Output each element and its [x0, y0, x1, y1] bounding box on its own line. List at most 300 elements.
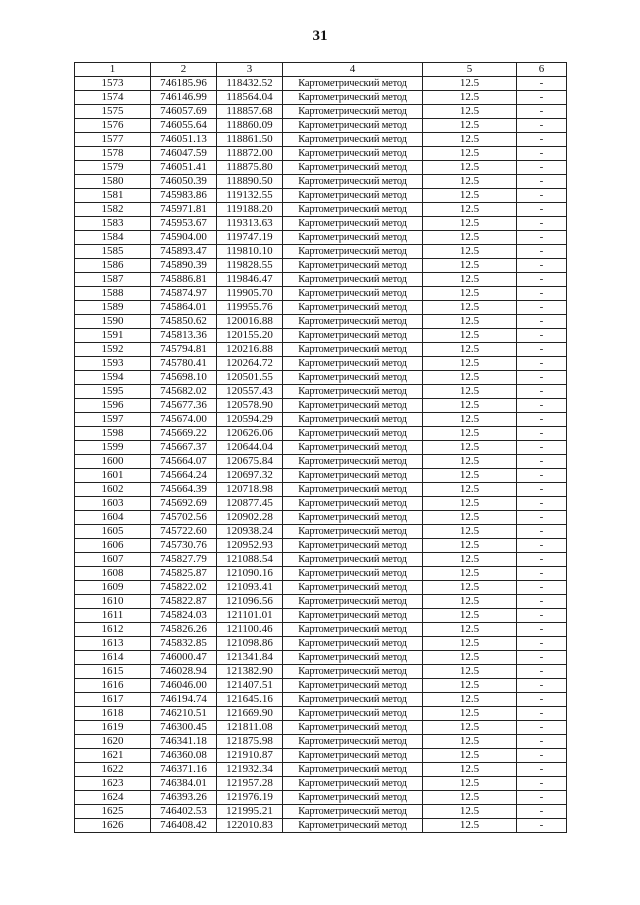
- note-cell: -: [517, 805, 567, 819]
- note-cell: -: [517, 511, 567, 525]
- accuracy-cell: 12.5: [423, 497, 517, 511]
- point-number-cell: 1581: [75, 189, 151, 203]
- accuracy-cell: 12.5: [423, 749, 517, 763]
- accuracy-cell: 12.5: [423, 287, 517, 301]
- y-coordinate-cell: 118890.50: [217, 175, 283, 189]
- y-coordinate-cell: 119313.63: [217, 217, 283, 231]
- x-coordinate-cell: 745893.47: [151, 245, 217, 259]
- table-row: [75, 693, 567, 707]
- table-row: [75, 595, 567, 609]
- note-cell: -: [517, 301, 567, 315]
- method-cell: Картометрический метод: [283, 749, 423, 763]
- method-cell: Картометрический метод: [283, 735, 423, 749]
- table-row: [75, 217, 567, 231]
- point-number-cell: 1610: [75, 595, 151, 609]
- y-coordinate-cell: 118872.00: [217, 147, 283, 161]
- table-row: [75, 581, 567, 595]
- note-cell: -: [517, 105, 567, 119]
- method-cell: Картометрический метод: [283, 819, 423, 833]
- note-cell: -: [517, 287, 567, 301]
- accuracy-cell: 12.5: [423, 273, 517, 287]
- y-coordinate-cell: 121100.46: [217, 623, 283, 637]
- method-cell: Картометрический метод: [283, 427, 423, 441]
- table-row: [75, 525, 567, 539]
- column-header-4: 4: [283, 63, 423, 77]
- note-cell: -: [517, 735, 567, 749]
- table-row: [75, 763, 567, 777]
- y-coordinate-cell: 120155.20: [217, 329, 283, 343]
- method-cell: Картометрический метод: [283, 721, 423, 735]
- point-number-cell: 1600: [75, 455, 151, 469]
- note-cell: -: [517, 581, 567, 595]
- y-coordinate-cell: 118857.68: [217, 105, 283, 119]
- x-coordinate-cell: 745832.85: [151, 637, 217, 651]
- table-row: [75, 483, 567, 497]
- x-coordinate-cell: 745850.62: [151, 315, 217, 329]
- column-header-3: 3: [217, 63, 283, 77]
- x-coordinate-cell: 746360.08: [151, 749, 217, 763]
- point-number-cell: 1583: [75, 217, 151, 231]
- method-cell: Картометрический метод: [283, 77, 423, 91]
- note-cell: -: [517, 203, 567, 217]
- y-coordinate-cell: 119188.20: [217, 203, 283, 217]
- table-row: [75, 231, 567, 245]
- table-row: [75, 805, 567, 819]
- note-cell: -: [517, 679, 567, 693]
- note-cell: -: [517, 469, 567, 483]
- method-cell: Картометрический метод: [283, 567, 423, 581]
- point-number-cell: 1582: [75, 203, 151, 217]
- x-coordinate-cell: 745780.41: [151, 357, 217, 371]
- x-coordinate-cell: 746371.16: [151, 763, 217, 777]
- table-row: [75, 399, 567, 413]
- x-coordinate-cell: 745813.36: [151, 329, 217, 343]
- x-coordinate-cell: 746384.01: [151, 777, 217, 791]
- table-row: [75, 77, 567, 91]
- y-coordinate-cell: 118564.04: [217, 91, 283, 105]
- point-number-cell: 1599: [75, 441, 151, 455]
- y-coordinate-cell: 121932.34: [217, 763, 283, 777]
- point-number-cell: 1576: [75, 119, 151, 133]
- column-header-2: 2: [151, 63, 217, 77]
- note-cell: -: [517, 273, 567, 287]
- table-row: [75, 679, 567, 693]
- method-cell: Картометрический метод: [283, 385, 423, 399]
- column-header-1: 1: [75, 63, 151, 77]
- method-cell: Картометрический метод: [283, 91, 423, 105]
- y-coordinate-cell: 121811.08: [217, 721, 283, 735]
- method-cell: Картометрический метод: [283, 301, 423, 315]
- point-number-cell: 1590: [75, 315, 151, 329]
- note-cell: -: [517, 357, 567, 371]
- table-body: [75, 77, 567, 833]
- accuracy-cell: 12.5: [423, 805, 517, 819]
- y-coordinate-cell: 121096.56: [217, 595, 283, 609]
- accuracy-cell: 12.5: [423, 217, 517, 231]
- method-cell: Картометрический метод: [283, 637, 423, 651]
- point-number-cell: 1620: [75, 735, 151, 749]
- note-cell: -: [517, 693, 567, 707]
- x-coordinate-cell: 745674.00: [151, 413, 217, 427]
- table-row: [75, 721, 567, 735]
- note-cell: -: [517, 119, 567, 133]
- point-number-cell: 1591: [75, 329, 151, 343]
- y-coordinate-cell: 120902.28: [217, 511, 283, 525]
- accuracy-cell: 12.5: [423, 693, 517, 707]
- accuracy-cell: 12.5: [423, 553, 517, 567]
- accuracy-cell: 12.5: [423, 763, 517, 777]
- y-coordinate-cell: 120501.55: [217, 371, 283, 385]
- note-cell: -: [517, 609, 567, 623]
- table-row: [75, 749, 567, 763]
- note-cell: -: [517, 819, 567, 833]
- accuracy-cell: 12.5: [423, 651, 517, 665]
- point-number-cell: 1602: [75, 483, 151, 497]
- accuracy-cell: 12.5: [423, 203, 517, 217]
- table-row: [75, 623, 567, 637]
- table-row: [75, 441, 567, 455]
- accuracy-cell: 12.5: [423, 721, 517, 735]
- y-coordinate-cell: 121910.87: [217, 749, 283, 763]
- y-coordinate-cell: 119828.55: [217, 259, 283, 273]
- note-cell: -: [517, 231, 567, 245]
- accuracy-cell: 12.5: [423, 231, 517, 245]
- accuracy-cell: 12.5: [423, 483, 517, 497]
- point-number-cell: 1601: [75, 469, 151, 483]
- table-row: [75, 385, 567, 399]
- y-coordinate-cell: 120697.32: [217, 469, 283, 483]
- point-number-cell: 1580: [75, 175, 151, 189]
- x-coordinate-cell: 745692.69: [151, 497, 217, 511]
- note-cell: -: [517, 217, 567, 231]
- x-coordinate-cell: 745722.60: [151, 525, 217, 539]
- accuracy-cell: 12.5: [423, 245, 517, 259]
- accuracy-cell: 12.5: [423, 665, 517, 679]
- method-cell: Картометрический метод: [283, 189, 423, 203]
- note-cell: -: [517, 315, 567, 329]
- note-cell: -: [517, 749, 567, 763]
- accuracy-cell: 12.5: [423, 679, 517, 693]
- x-coordinate-cell: 745822.87: [151, 595, 217, 609]
- y-coordinate-cell: 119132.55: [217, 189, 283, 203]
- method-cell: Картометрический метод: [283, 679, 423, 693]
- point-number-cell: 1604: [75, 511, 151, 525]
- note-cell: -: [517, 651, 567, 665]
- note-cell: -: [517, 539, 567, 553]
- method-cell: Картометрический метод: [283, 623, 423, 637]
- method-cell: Картометрический метод: [283, 693, 423, 707]
- note-cell: -: [517, 525, 567, 539]
- y-coordinate-cell: 122010.83: [217, 819, 283, 833]
- x-coordinate-cell: 746402.53: [151, 805, 217, 819]
- accuracy-cell: 12.5: [423, 175, 517, 189]
- point-number-cell: 1612: [75, 623, 151, 637]
- y-coordinate-cell: 120626.06: [217, 427, 283, 441]
- y-coordinate-cell: 120557.43: [217, 385, 283, 399]
- method-cell: Картометрический метод: [283, 763, 423, 777]
- point-number-cell: 1623: [75, 777, 151, 791]
- table-row: [75, 371, 567, 385]
- y-coordinate-cell: 121101.01: [217, 609, 283, 623]
- table-row: [75, 539, 567, 553]
- method-cell: Картометрический метод: [283, 399, 423, 413]
- x-coordinate-cell: 745667.37: [151, 441, 217, 455]
- table-row: [75, 791, 567, 805]
- table-row: [75, 119, 567, 133]
- x-coordinate-cell: 746146.99: [151, 91, 217, 105]
- y-coordinate-cell: 120718.98: [217, 483, 283, 497]
- point-number-cell: 1603: [75, 497, 151, 511]
- point-number-cell: 1593: [75, 357, 151, 371]
- method-cell: Картометрический метод: [283, 119, 423, 133]
- note-cell: -: [517, 455, 567, 469]
- y-coordinate-cell: 119955.76: [217, 301, 283, 315]
- point-number-cell: 1575: [75, 105, 151, 119]
- y-coordinate-cell: 121090.16: [217, 567, 283, 581]
- note-cell: -: [517, 553, 567, 567]
- note-cell: -: [517, 175, 567, 189]
- note-cell: -: [517, 567, 567, 581]
- note-cell: -: [517, 413, 567, 427]
- x-coordinate-cell: 745983.86: [151, 189, 217, 203]
- note-cell: -: [517, 77, 567, 91]
- method-cell: Картометрический метод: [283, 469, 423, 483]
- y-coordinate-cell: 120016.88: [217, 315, 283, 329]
- accuracy-cell: 12.5: [423, 329, 517, 343]
- accuracy-cell: 12.5: [423, 189, 517, 203]
- y-coordinate-cell: 119747.19: [217, 231, 283, 245]
- x-coordinate-cell: 746408.42: [151, 819, 217, 833]
- table-row: [75, 301, 567, 315]
- table-row: [75, 469, 567, 483]
- y-coordinate-cell: 120644.04: [217, 441, 283, 455]
- table-row: [75, 651, 567, 665]
- note-cell: -: [517, 189, 567, 203]
- point-number-cell: 1624: [75, 791, 151, 805]
- y-coordinate-cell: 121875.98: [217, 735, 283, 749]
- point-number-cell: 1614: [75, 651, 151, 665]
- x-coordinate-cell: 745824.03: [151, 609, 217, 623]
- accuracy-cell: 12.5: [423, 259, 517, 273]
- y-coordinate-cell: 118861.50: [217, 133, 283, 147]
- x-coordinate-cell: 745874.97: [151, 287, 217, 301]
- accuracy-cell: 12.5: [423, 819, 517, 833]
- column-header-5: 5: [423, 63, 517, 77]
- y-coordinate-cell: 121645.16: [217, 693, 283, 707]
- method-cell: Картометрический метод: [283, 707, 423, 721]
- point-number-cell: 1577: [75, 133, 151, 147]
- note-cell: -: [517, 161, 567, 175]
- table-row: [75, 133, 567, 147]
- accuracy-cell: 12.5: [423, 609, 517, 623]
- method-cell: Картометрический метод: [283, 287, 423, 301]
- table-row: [75, 553, 567, 567]
- note-cell: -: [517, 721, 567, 735]
- x-coordinate-cell: 745698.10: [151, 371, 217, 385]
- method-cell: Картометрический метод: [283, 147, 423, 161]
- table-row: [75, 455, 567, 469]
- table-row: [75, 707, 567, 721]
- table-row: [75, 287, 567, 301]
- accuracy-cell: 12.5: [423, 637, 517, 651]
- point-number-cell: 1584: [75, 231, 151, 245]
- method-cell: Картометрический метод: [283, 609, 423, 623]
- note-cell: -: [517, 777, 567, 791]
- accuracy-cell: 12.5: [423, 791, 517, 805]
- point-number-cell: 1616: [75, 679, 151, 693]
- note-cell: -: [517, 245, 567, 259]
- x-coordinate-cell: 745971.81: [151, 203, 217, 217]
- method-cell: Картометрический метод: [283, 805, 423, 819]
- accuracy-cell: 12.5: [423, 119, 517, 133]
- x-coordinate-cell: 746185.96: [151, 77, 217, 91]
- point-number-cell: 1615: [75, 665, 151, 679]
- table-row: [75, 665, 567, 679]
- accuracy-cell: 12.5: [423, 595, 517, 609]
- x-coordinate-cell: 745822.02: [151, 581, 217, 595]
- accuracy-cell: 12.5: [423, 91, 517, 105]
- point-number-cell: 1574: [75, 91, 151, 105]
- method-cell: Картометрический метод: [283, 539, 423, 553]
- y-coordinate-cell: 121976.19: [217, 791, 283, 805]
- note-cell: -: [517, 147, 567, 161]
- method-cell: Картометрический метод: [283, 777, 423, 791]
- table-row: [75, 497, 567, 511]
- table-row: [75, 343, 567, 357]
- y-coordinate-cell: 118432.52: [217, 77, 283, 91]
- x-coordinate-cell: 745682.02: [151, 385, 217, 399]
- column-header-6: 6: [517, 63, 567, 77]
- y-coordinate-cell: 118860.09: [217, 119, 283, 133]
- y-coordinate-cell: 121098.86: [217, 637, 283, 651]
- table-row: [75, 511, 567, 525]
- y-coordinate-cell: 121995.21: [217, 805, 283, 819]
- table-row: [75, 245, 567, 259]
- x-coordinate-cell: 746341.18: [151, 735, 217, 749]
- method-cell: Картометрический метод: [283, 497, 423, 511]
- x-coordinate-cell: 745664.24: [151, 469, 217, 483]
- accuracy-cell: 12.5: [423, 427, 517, 441]
- table-row: [75, 175, 567, 189]
- point-number-cell: 1589: [75, 301, 151, 315]
- y-coordinate-cell: 121957.28: [217, 777, 283, 791]
- y-coordinate-cell: 120216.88: [217, 343, 283, 357]
- y-coordinate-cell: 119846.47: [217, 273, 283, 287]
- x-coordinate-cell: 745730.76: [151, 539, 217, 553]
- method-cell: Картометрический метод: [283, 105, 423, 119]
- point-number-cell: 1606: [75, 539, 151, 553]
- note-cell: -: [517, 441, 567, 455]
- accuracy-cell: 12.5: [423, 707, 517, 721]
- table-row: [75, 609, 567, 623]
- coordinates-table: [74, 62, 567, 833]
- note-cell: -: [517, 399, 567, 413]
- x-coordinate-cell: 746046.00: [151, 679, 217, 693]
- note-cell: -: [517, 483, 567, 497]
- point-number-cell: 1626: [75, 819, 151, 833]
- point-number-cell: 1592: [75, 343, 151, 357]
- point-number-cell: 1594: [75, 371, 151, 385]
- method-cell: Картометрический метод: [283, 483, 423, 497]
- accuracy-cell: 12.5: [423, 147, 517, 161]
- accuracy-cell: 12.5: [423, 567, 517, 581]
- point-number-cell: 1619: [75, 721, 151, 735]
- method-cell: Картометрический метод: [283, 651, 423, 665]
- table-row: [75, 427, 567, 441]
- note-cell: -: [517, 259, 567, 273]
- note-cell: -: [517, 665, 567, 679]
- accuracy-cell: 12.5: [423, 301, 517, 315]
- method-cell: Картометрический метод: [283, 595, 423, 609]
- accuracy-cell: 12.5: [423, 77, 517, 91]
- x-coordinate-cell: 745904.00: [151, 231, 217, 245]
- header-row: [75, 63, 567, 77]
- y-coordinate-cell: 121093.41: [217, 581, 283, 595]
- method-cell: Картометрический метод: [283, 357, 423, 371]
- accuracy-cell: 12.5: [423, 539, 517, 553]
- accuracy-cell: 12.5: [423, 161, 517, 175]
- table-row: [75, 91, 567, 105]
- note-cell: -: [517, 707, 567, 721]
- method-cell: Картометрический метод: [283, 455, 423, 469]
- accuracy-cell: 12.5: [423, 357, 517, 371]
- x-coordinate-cell: 745864.01: [151, 301, 217, 315]
- point-number-cell: 1608: [75, 567, 151, 581]
- method-cell: Картометрический метод: [283, 525, 423, 539]
- table-row: [75, 273, 567, 287]
- table-row: [75, 413, 567, 427]
- point-number-cell: 1621: [75, 749, 151, 763]
- table-row: [75, 161, 567, 175]
- point-number-cell: 1611: [75, 609, 151, 623]
- note-cell: -: [517, 623, 567, 637]
- table-row: [75, 637, 567, 651]
- table-row: [75, 259, 567, 273]
- method-cell: Картометрический метод: [283, 231, 423, 245]
- point-number-cell: 1625: [75, 805, 151, 819]
- y-coordinate-cell: 121341.84: [217, 651, 283, 665]
- y-coordinate-cell: 120594.29: [217, 413, 283, 427]
- y-coordinate-cell: 120877.45: [217, 497, 283, 511]
- point-number-cell: 1609: [75, 581, 151, 595]
- method-cell: Картометрический метод: [283, 791, 423, 805]
- point-number-cell: 1578: [75, 147, 151, 161]
- x-coordinate-cell: 745669.22: [151, 427, 217, 441]
- table-row: [75, 357, 567, 371]
- x-coordinate-cell: 745886.81: [151, 273, 217, 287]
- method-cell: Картометрический метод: [283, 665, 423, 679]
- accuracy-cell: 12.5: [423, 133, 517, 147]
- coordinates-table-container: [74, 62, 567, 833]
- method-cell: Картометрический метод: [283, 553, 423, 567]
- method-cell: Картометрический метод: [283, 217, 423, 231]
- method-cell: Картометрический метод: [283, 329, 423, 343]
- note-cell: -: [517, 329, 567, 343]
- method-cell: Картометрический метод: [283, 371, 423, 385]
- method-cell: Картометрический метод: [283, 259, 423, 273]
- accuracy-cell: 12.5: [423, 511, 517, 525]
- method-cell: Картометрический метод: [283, 161, 423, 175]
- y-coordinate-cell: 120264.72: [217, 357, 283, 371]
- accuracy-cell: 12.5: [423, 385, 517, 399]
- accuracy-cell: 12.5: [423, 525, 517, 539]
- accuracy-cell: 12.5: [423, 399, 517, 413]
- point-number-cell: 1586: [75, 259, 151, 273]
- y-coordinate-cell: 120952.93: [217, 539, 283, 553]
- table-row: [75, 819, 567, 833]
- table-row: [75, 147, 567, 161]
- method-cell: Картометрический метод: [283, 175, 423, 189]
